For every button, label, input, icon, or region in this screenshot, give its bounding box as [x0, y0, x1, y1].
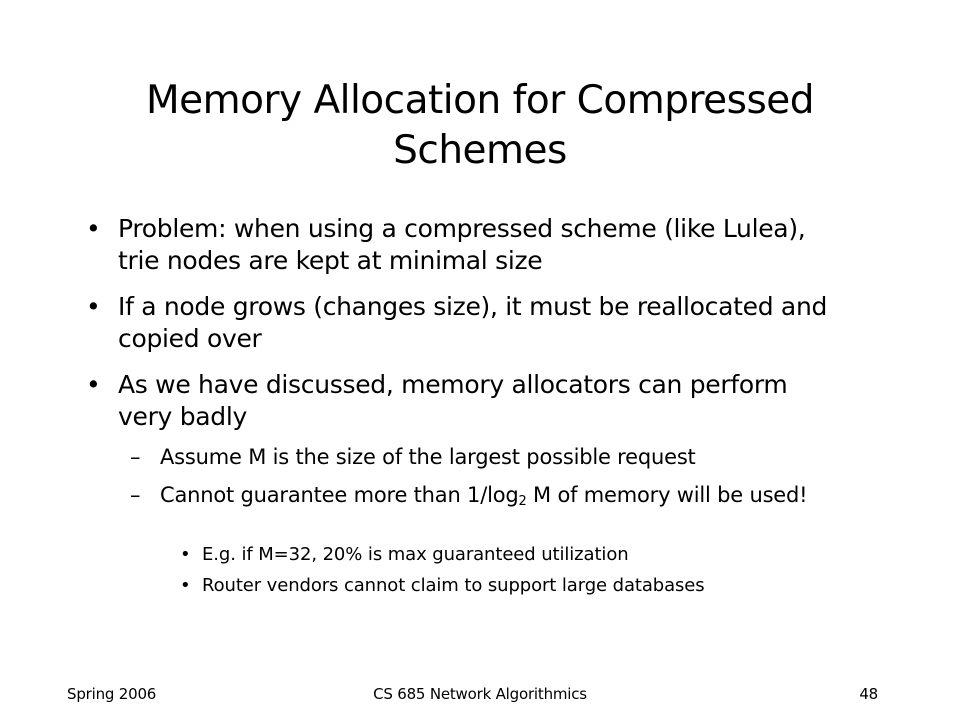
bullet-text: If a node grows (changes size), it must be reallocated and copied over — [118, 292, 828, 353]
slide-number: 48 — [859, 685, 878, 703]
footer-date: Spring 2006 — [67, 685, 157, 703]
bullet-text: As we have discussed, memory allocators can perform very badly — [118, 370, 788, 431]
small-bullet-marker: • — [180, 544, 191, 565]
small-bullet-marker: • — [180, 575, 191, 596]
bullet-marker: • — [86, 214, 101, 243]
log-base-subscript: 2 — [518, 494, 527, 509]
sub-bullet-text-end: M of memory will be used! — [526, 483, 808, 507]
dash-marker: – — [130, 445, 141, 469]
sub-sub-bullet-text: E.g. if M=32, 20% is max guaranteed utilization — [202, 544, 629, 565]
sub-bullet-text: Assume M is the size of the largest possible request — [160, 445, 696, 469]
sub-sub-bullet-text: Router vendors cannot claim to support large databases — [202, 575, 705, 596]
footer-course: CS 685 Network Algorithmics — [373, 685, 587, 703]
sub-bullet-text — [160, 482, 850, 508]
slide-title: Memory Allocation for Compressed Schemes — [145, 78, 815, 173]
bullet-marker: • — [86, 292, 101, 321]
bullet-marker: • — [86, 370, 101, 399]
sub-bullet-text-start: Cannot guarantee more than 1/log — [160, 483, 519, 507]
bullet-text: Problem: when using a compressed scheme (like Lulea), trie nodes are kept at minimal size — [118, 214, 806, 275]
dash-marker: – — [130, 483, 141, 507]
